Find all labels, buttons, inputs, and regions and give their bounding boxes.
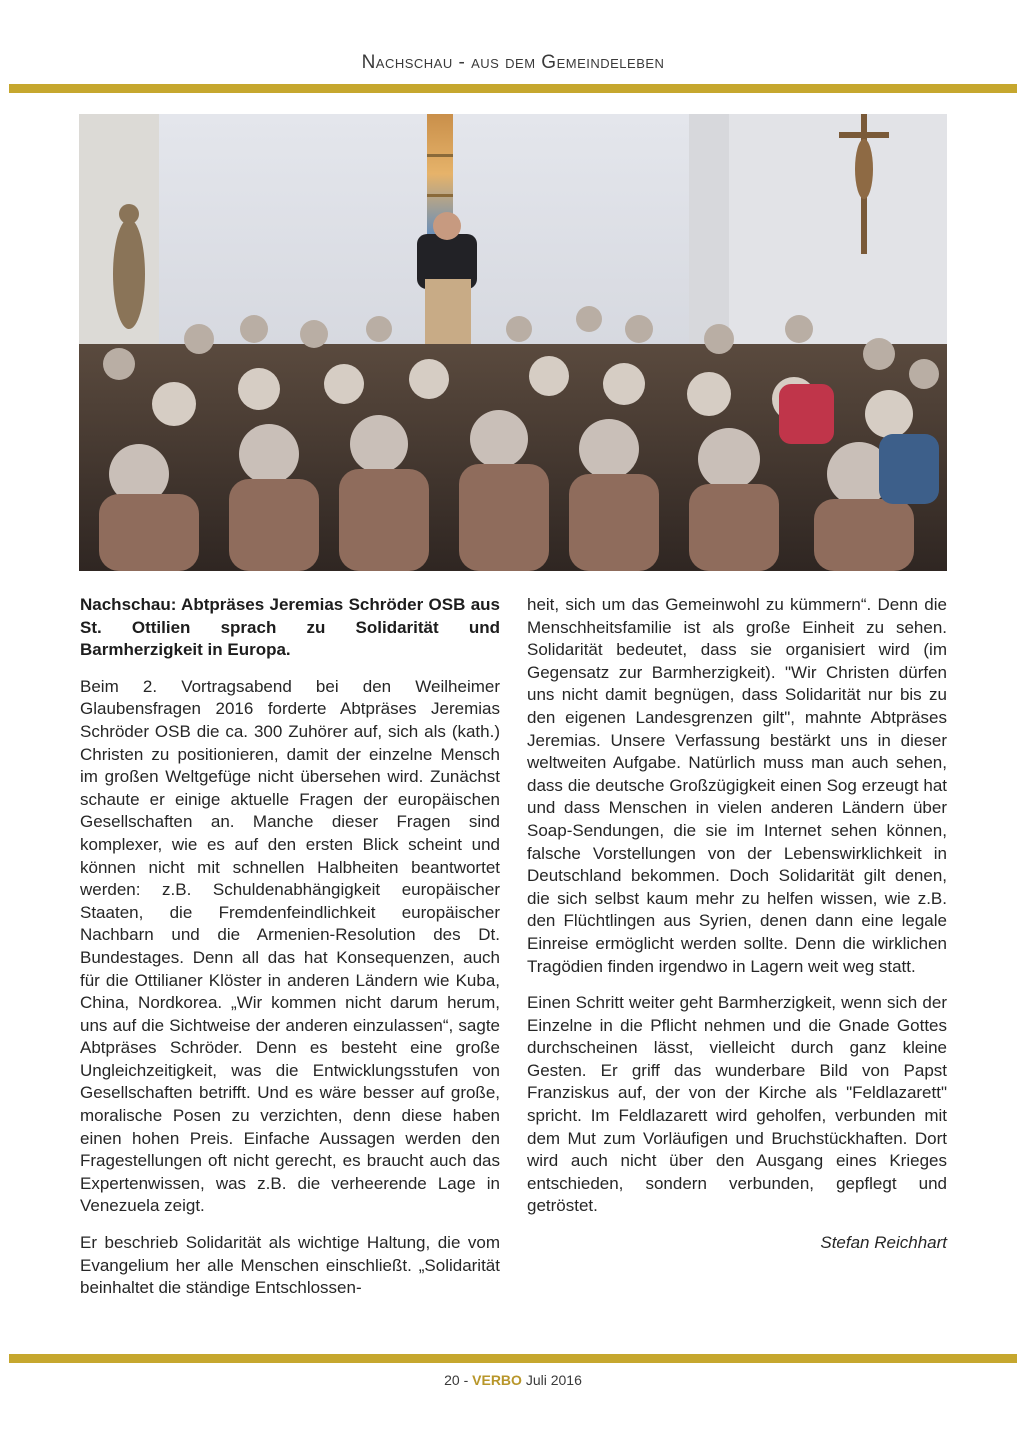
top-divider — [9, 84, 1017, 93]
magazine-brand: VERBO — [472, 1372, 522, 1388]
event-photo — [79, 114, 947, 571]
issue-date: Juli 2016 — [521, 1372, 582, 1388]
article-lead: Nachschau: Abtpräses Jeremias Schröder OSB aus St. Ottilien sprach zu Solidarität und Barmherzigkeit in Europa. — [80, 595, 500, 660]
author-signature: Stefan Reichhart — [820, 1233, 947, 1253]
text-column-right — [527, 594, 947, 1269]
page-number: 20 - — [444, 1372, 473, 1388]
text-column-left — [80, 594, 500, 1314]
article-paragraph: Beim 2. Vortragsabend bei den Weilheimer Glaubensfragen 2016 forderte Abtpräses Jeremias Schröder OSB die ca. 300 Zuhörer auf, sich als (kath.) Christen zu positionieren, damit der einzelne Mensch im großen Weltgefüge nicht übersehen wird. Zunächst schaute er einige aktuelle Fragen der europäischen Gesellschaften an. Manche dieser Fragen sind komplexer, wie es auf den ersten Blick scheint und können nicht mit schnellen Halbheiten beantwortet werden: z.B. Schuldenabhängigkeit europäischer Staaten, die Fremdenfeindlichkeit europäischer Nachbarn und die Armenien-Resolution des Dt. Bundestages. Denn all das hat Konsequenzen, auch für die Ottilianer Klöster in anderen Ländern wie Kuba, China, Nordkorea. „Wir kommen nicht darum herum, uns auf die Sichtweise der anderen einzulassen“, sagte Abtpräses Schröder. Denn es besteht eine große Ungleichzeitigkeit, was die Entwicklungsstufen von Gesellschaften betrifft. Und es wäre besser auf große, moralische Posen zu verzichten, denn diese haben einen hohen Preis. Einfache Aussagen werden den Fragestellungen oft nicht gerecht, es braucht auch das Expertenwissen, was z.B. die verheerende Lage in Venezuela zeigt. — [80, 676, 500, 1216]
section-title: Nachschau - aus dem Gemeindeleben — [361, 52, 665, 73]
bottom-divider — [9, 1354, 1017, 1363]
page-footer — [0, 1372, 1026, 1388]
article-paragraph: heit, sich um das Gemeinwohl zu kümmern“. Denn die Menschheitsfamilie ist als große Einheit zu sehen. Solidarität bedeutet, dass sie organisiert wird (im Gegensatz zur Barmherzigkeit). "Wir Christen dürfen uns nicht damit begnügen, dass Solidarität nur bis zu den eigenen Landesgrenzen gilt", mahnte Abtpräses Jeremias. Unsere Verfassung bestärkt uns in dieser weltweiten Aufgabe. Natürlich muss man auch sehen, dass die deutsche Großzügigkeit einen Sog erzeugt hat und dass Menschen in vielen anderen Ländern über Soap-Sendungen, die sie im Internet sehen können, falsche Vorstellungen von der Lebenswirklichkeit in Deutschland bekommen. Doch Solidarität gilt denen, die sich selbst kaum mehr zu helfen wissen, wie z.B. den Flüchtlingen aus Syrien, denen dann eine legale Einreise ermöglicht werden sollte. Denn die wirklichen Tragödien finden irgendwo in Lagern weit weg statt. — [527, 595, 947, 976]
article-paragraph: Einen Schritt weiter geht Barmherzigkeit, wenn sich der Einzelne in die Pflicht nehmen und die Gnade Gottes durchscheinen lässt, vielleicht durch ganz kleine Gesten. Er griff das wunderbare Bild von Papst Franziskus auf, der von der Kirche als "Feldlazarett" spricht. Im Feldlazarett wird geholfen, verbunden mit dem Mut zum Vorläufigen und Bruchstückhaften. Dort wird auch nicht über den Ausgang eines Krieges entschieden, sondern verbunden, gepflegt und getröstet. — [527, 993, 947, 1216]
article-paragraph: Er beschrieb Solidarität als wichtige Haltung, die vom Evangelium her alle Menschen einschließt. „Solidarität beinhaltet die ständige Entschlossen- — [80, 1233, 500, 1298]
